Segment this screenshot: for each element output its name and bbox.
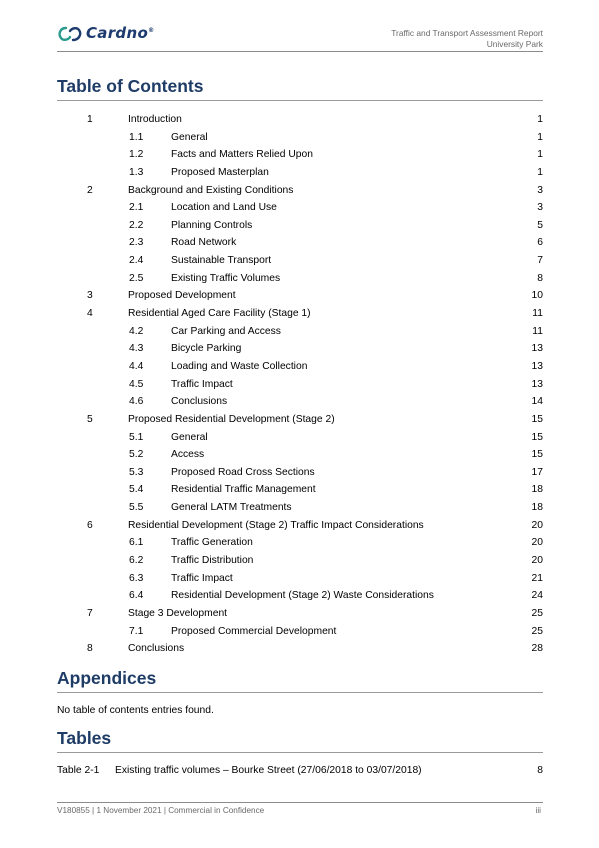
toc-entry-number: 1.1 <box>129 131 144 143</box>
toc-entry-number: 5.3 <box>129 466 144 478</box>
toc-entry-page: 11 <box>532 308 543 320</box>
toc-entry-number: 1.3 <box>129 166 144 178</box>
toc-entry-page: 8 <box>537 272 543 284</box>
toc-entry-number: 6.3 <box>129 572 144 584</box>
toc-entry-title: Proposed Development <box>128 290 236 302</box>
appendices-note: No table of contents entries found. <box>57 705 214 716</box>
toc-entry-number: 6.1 <box>129 537 144 549</box>
footer-text: V180855 | 1 November 2021 | Commercial in Confidence <box>57 806 265 815</box>
toc-entry[interactable] <box>57 273 543 291</box>
toc-entry-title: General LATM Treatments <box>171 502 292 514</box>
toc-entry[interactable] <box>57 202 543 220</box>
toc-entry[interactable] <box>57 114 543 132</box>
toc-entry-number: 2.2 <box>129 219 144 231</box>
toc-entry-number: 7.1 <box>129 625 144 637</box>
toc-entry-page: 24 <box>531 590 543 602</box>
toc-entry[interactable] <box>57 132 543 150</box>
table-entry-title: Existing traffic volumes – Bourke Street (27/06/2018 to 03/07/2018) <box>115 765 422 776</box>
toc-entry-number: 4 <box>87 308 93 320</box>
toc-entry-page: 6 <box>537 237 543 249</box>
toc-entry-page: 15 <box>531 431 543 443</box>
toc-entry-page: 15 <box>531 449 543 461</box>
toc-entry-page: 18 <box>531 502 543 514</box>
toc-entry-number: 2.3 <box>129 237 144 249</box>
appendices-heading: Appendices <box>57 668 157 688</box>
toc-entry[interactable] <box>57 573 543 591</box>
toc-entry-title: Location and Land Use <box>171 202 277 214</box>
toc-entry-title: Residential Development (Stage 2) Traffic Impact Considerations <box>128 519 424 531</box>
toc-entry[interactable] <box>57 626 543 644</box>
toc-entry-page: 14 <box>531 396 543 408</box>
toc-entry[interactable] <box>57 396 543 414</box>
toc-entry-title: General <box>171 431 208 443</box>
toc-entry-page: 21 <box>531 572 543 584</box>
toc-entry-page: 13 <box>531 360 543 372</box>
toc-entry-page: 13 <box>531 378 543 390</box>
toc-entry-page: 5 <box>537 219 543 231</box>
toc-entry-page: 11 <box>532 325 543 337</box>
toc-entry[interactable] <box>57 449 543 467</box>
toc-entry-number: 4.5 <box>129 378 144 390</box>
toc-entry-page: 1 <box>537 114 543 125</box>
toc-entry-page: 1 <box>537 149 543 161</box>
toc-entry-page: 13 <box>531 343 543 355</box>
toc-entry-number: 7 <box>87 607 93 619</box>
toc-entry-page: 17 <box>531 466 543 478</box>
toc-entry-number: 4.6 <box>129 396 144 408</box>
toc-entry-page: 10 <box>531 290 543 302</box>
toc-entry[interactable] <box>57 185 543 203</box>
toc-entry[interactable] <box>57 290 543 308</box>
toc-entry-title: Road Network <box>171 237 237 249</box>
cardno-logo <box>57 24 161 44</box>
toc-entry-title: Conclusions <box>128 643 185 655</box>
toc-entry-page: 18 <box>531 484 543 496</box>
toc-entry-title: Proposed Road Cross Sections <box>171 466 315 478</box>
toc-entry-title: Traffic Impact <box>171 378 233 390</box>
toc-entry[interactable] <box>57 379 543 397</box>
toc-entry-title: Facts and Matters Relied Upon <box>171 149 313 161</box>
toc-entry-title: Proposed Commercial Development <box>171 625 337 637</box>
toc-entry-page: 28 <box>531 643 543 655</box>
toc-entry[interactable] <box>57 414 543 432</box>
toc-entry-title: Proposed Residential Development (Stage 2) <box>128 413 335 425</box>
toc-entry-page: 20 <box>531 519 543 531</box>
toc-entry[interactable] <box>57 520 543 538</box>
toc-entry-number: 4.3 <box>129 343 144 355</box>
toc-entry-number: 6 <box>87 519 93 531</box>
toc-entry-number: 1 <box>87 114 93 125</box>
toc-entry-title: Residential Development (Stage 2) Waste Considerations <box>171 590 434 602</box>
toc-entry-title: Traffic Distribution <box>171 555 254 567</box>
footer-divider <box>57 802 543 803</box>
toc-entry-number: 5.4 <box>129 484 144 496</box>
table-entry-page: 8 <box>537 765 543 776</box>
toc-entry-number: 2 <box>87 184 93 196</box>
toc-entry-page: 15 <box>531 413 543 425</box>
toc-entry-page: 25 <box>531 625 543 637</box>
toc-entry-title: Proposed Masterplan <box>171 166 269 178</box>
toc-entry-title: Residential Traffic Management <box>171 484 316 496</box>
toc-entry[interactable] <box>57 149 543 167</box>
table-entry-label: Table 2-1 <box>57 765 100 776</box>
toc-entry[interactable] <box>57 167 543 185</box>
toc-entry-title: Traffic Generation <box>171 537 253 549</box>
toc-entry-page: 25 <box>531 607 543 619</box>
toc-entry[interactable] <box>57 537 543 555</box>
toc-entry-title: Car Parking and Access <box>171 325 281 337</box>
toc-entry-title: Bicycle Parking <box>171 343 242 355</box>
report-title: Traffic and Transport Assessment Report <box>391 28 543 38</box>
toc-entry-number: 5.1 <box>129 431 144 443</box>
toc-entry-number: 5.2 <box>129 449 144 461</box>
toc-entry[interactable] <box>57 220 543 238</box>
toc-entry-title: Stage 3 Development <box>128 607 228 619</box>
toc-entry-page: 1 <box>537 166 543 178</box>
toc-entry-number: 3 <box>87 290 93 302</box>
toc-entry[interactable] <box>57 643 543 661</box>
toc-entry[interactable] <box>57 555 543 573</box>
tables-heading-rule <box>57 752 543 753</box>
toc-entry-number: 1.2 <box>129 149 144 161</box>
toc-entry[interactable] <box>57 255 543 273</box>
toc-heading-rule <box>57 100 543 101</box>
toc-entry-number: 8 <box>87 643 93 655</box>
toc-entry-page: 3 <box>537 202 543 214</box>
toc-entry[interactable] <box>57 361 543 379</box>
toc-entry-number: 2.5 <box>129 272 144 284</box>
toc-list <box>57 114 543 661</box>
toc-entry[interactable] <box>57 343 543 361</box>
toc-entry-title: Loading and Waste Collection <box>171 360 308 372</box>
header-divider <box>57 51 543 52</box>
toc-entry-page: 7 <box>537 255 543 267</box>
cardno-logo-icon <box>57 26 83 42</box>
toc-entry-title: Residential Aged Care Facility (Stage 1) <box>128 308 311 320</box>
tables-heading: Tables <box>57 728 112 748</box>
toc-entry[interactable] <box>57 608 543 626</box>
toc-entry-page: 3 <box>537 184 543 196</box>
appendices-heading-rule <box>57 692 543 693</box>
toc-entry-number: 6.4 <box>129 590 144 602</box>
toc-entry-title: Introduction <box>128 114 182 125</box>
toc-entry-title: General <box>171 131 208 143</box>
toc-entry[interactable] <box>57 432 543 450</box>
toc-entry-number: 2.4 <box>129 255 144 267</box>
toc-entry-title: Conclusions <box>171 396 228 408</box>
footer-page-number: iii <box>535 806 541 815</box>
toc-entry-title: Existing Traffic Volumes <box>171 272 281 284</box>
toc-entry-page: 20 <box>531 555 543 567</box>
toc-entry-number: 2.1 <box>129 202 144 214</box>
toc-heading: Table of Contents <box>57 76 204 96</box>
toc-entry[interactable] <box>57 326 543 344</box>
toc-entry-number: 5.5 <box>129 502 144 514</box>
toc-entry-number: 4.2 <box>129 325 144 337</box>
toc-entry-number: 5 <box>87 413 93 425</box>
toc-entry[interactable] <box>57 467 543 485</box>
toc-entry-number: 4.4 <box>129 360 144 372</box>
toc-entry-title: Sustainable Transport <box>171 255 272 267</box>
toc-entry[interactable] <box>57 502 543 520</box>
toc-entry[interactable] <box>57 308 543 326</box>
toc-entry-number: 6.2 <box>129 555 144 567</box>
project-name: University Park <box>486 39 543 49</box>
toc-entry-title: Access <box>171 449 205 461</box>
toc-entry[interactable] <box>57 590 543 608</box>
toc-entry-page: 1 <box>537 131 543 143</box>
toc-entry[interactable] <box>57 484 543 502</box>
registered-mark: ® <box>148 27 155 34</box>
toc-entry-page: 20 <box>531 537 543 549</box>
toc-entry[interactable] <box>57 237 543 255</box>
toc-entry-title: Background and Existing Conditions <box>128 184 294 196</box>
header-info <box>391 28 543 50</box>
logo-wordmark: Cardno® <box>86 24 155 42</box>
toc-entry-title: Planning Controls <box>171 219 253 231</box>
toc-entry-title: Traffic Impact <box>171 572 233 584</box>
